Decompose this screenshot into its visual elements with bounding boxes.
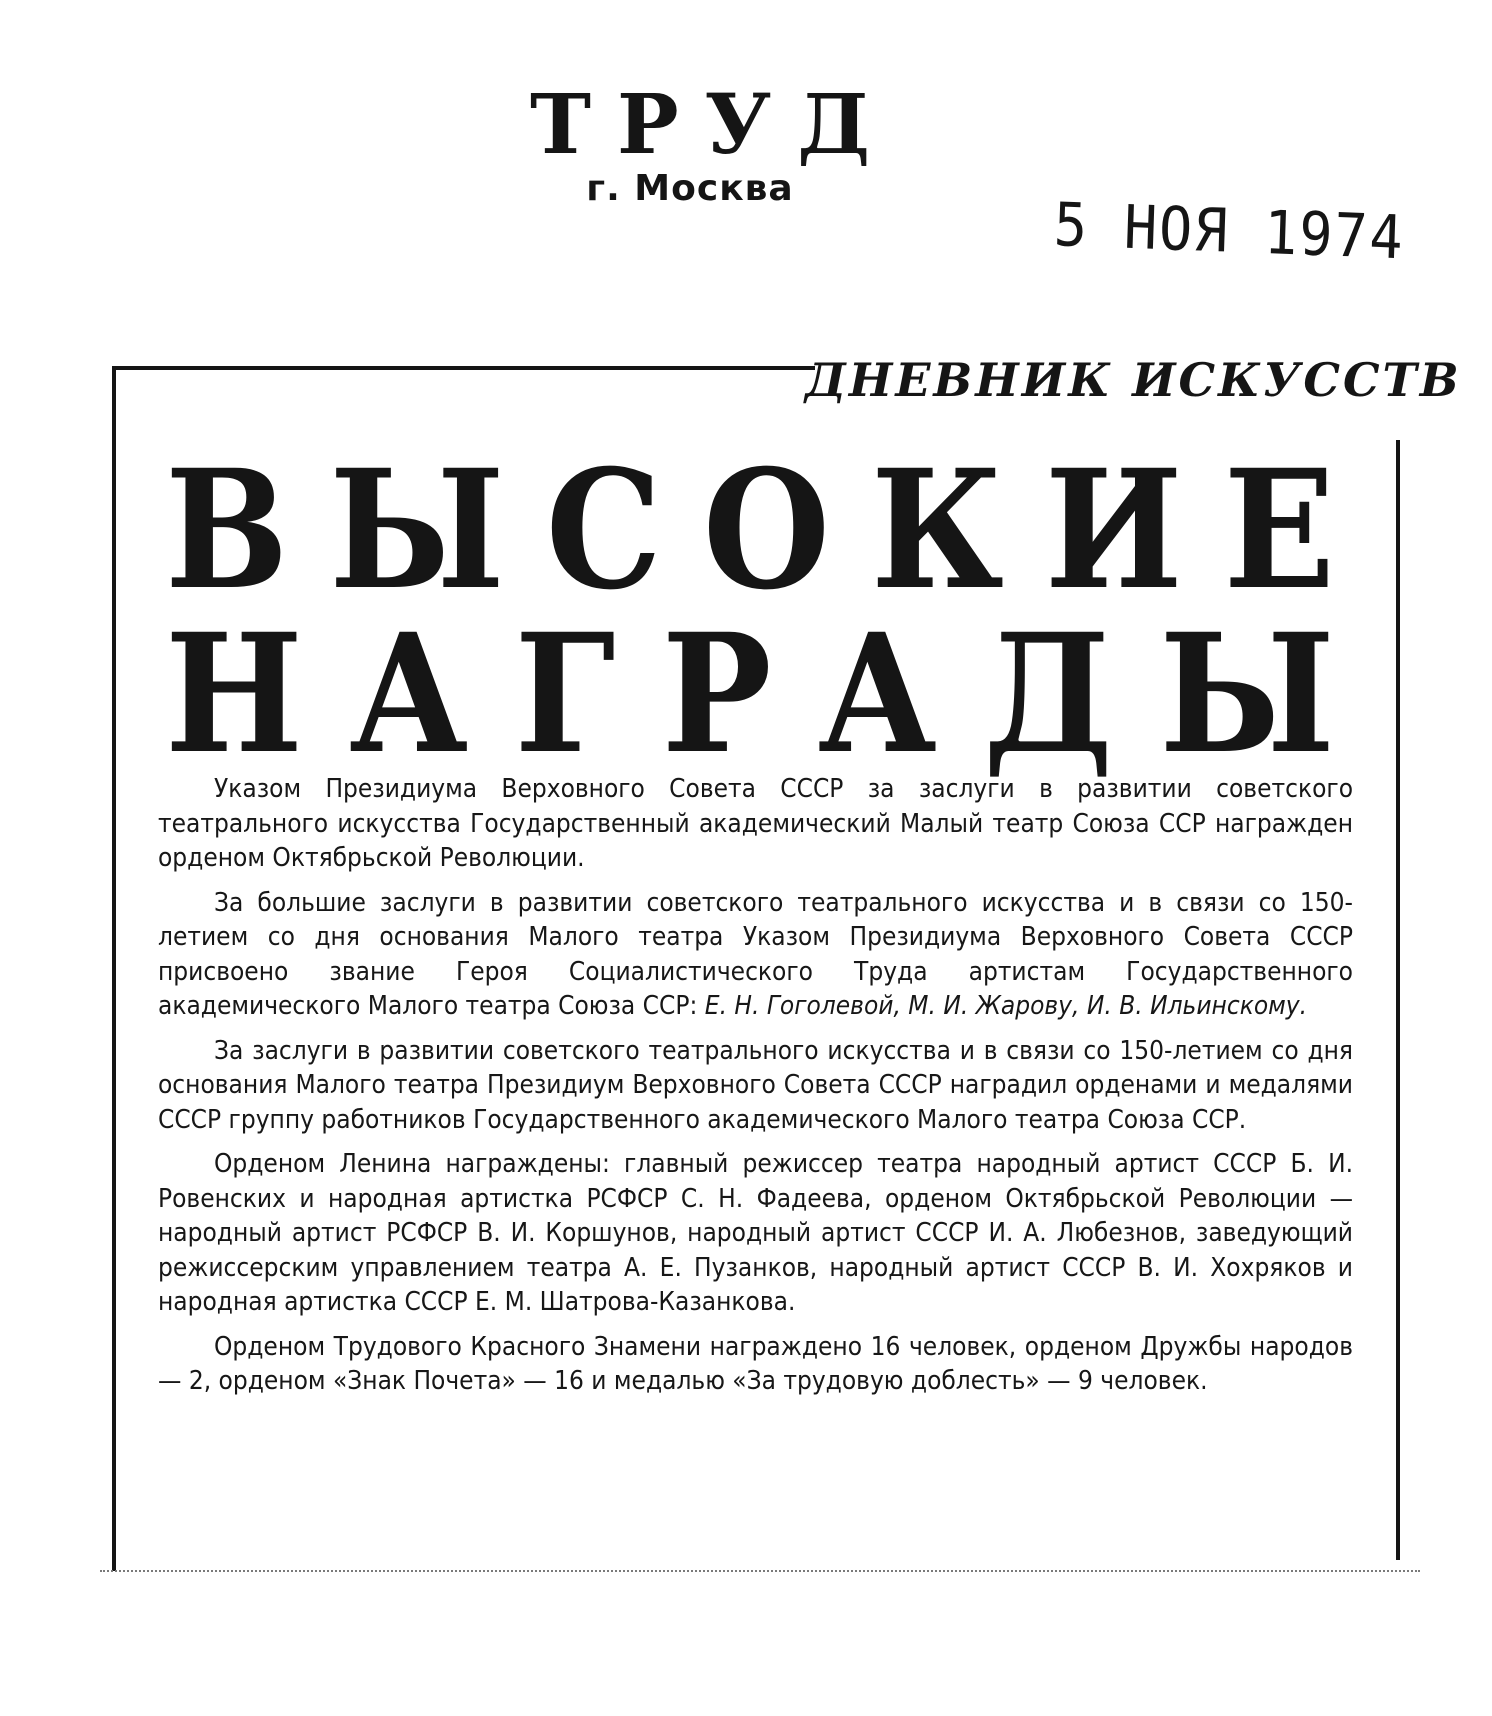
headline-letter: О xyxy=(702,434,831,627)
headline-letter: С xyxy=(545,434,662,627)
headline-letter: А xyxy=(349,598,469,791)
frame-left-rule xyxy=(112,366,116,1571)
section-rubric: ДНЕВНИК ИСКУССТВ xyxy=(805,353,1462,407)
headline-line-2 xyxy=(165,598,1335,791)
headline-letter: В xyxy=(165,434,289,627)
headline-letter: Р xyxy=(661,598,772,791)
headline-letter: Е xyxy=(1223,434,1335,627)
newspaper-masthead xyxy=(520,77,897,210)
headline-line-1 xyxy=(165,434,1335,627)
awardee-names: Е. Н. Гоголевой, М. И. Жарову, И. В. Ильинскому. xyxy=(704,991,1308,1021)
article-paragraph xyxy=(158,886,1353,1024)
headline-letter: Г xyxy=(514,598,616,791)
headline-letter: Ы xyxy=(329,434,505,627)
date-stamp: 5 НОЯ 1974 xyxy=(1052,190,1406,274)
article-paragraph: Орденом Трудового Красного Знамени награждено 16 человек, орденом Дружбы народов — 2, орденом «Знак Почета» — 16 и медалью «За трудовую доблесть» — 9 человек. xyxy=(158,1331,1353,1396)
headline-letter: Д xyxy=(983,598,1114,791)
newspaper-city: г. Москва xyxy=(586,168,794,209)
headline-letter: К xyxy=(871,434,1004,627)
article-paragraph: За заслуги в развитии советского театрального искусства и в связи со 150-летием со дня основания Малого театра Президиум Верховного Совета СССР наградил орденами и медалями СССР группу работников Государственного академического Малого театра Союза ССР. xyxy=(158,1035,1353,1135)
headline-letter: А xyxy=(817,598,937,791)
frame-right-rule xyxy=(1396,440,1400,1560)
frame-top-rule xyxy=(115,366,815,370)
article-text: За большие заслуги в развитии советского театрального искусства и в связи со 150-летием со дня основания Малого театра Указом Президиума Верховного Совета СССР присвоено звание Героя Социалистического Труда артистам Государственного академического Малого театра Союза ССР: xyxy=(158,887,1353,1021)
headline-letter: И xyxy=(1044,434,1183,627)
article-paragraph: Указом Президиума Верховного Совета СССР за заслуги в развитии советского театрального искусства Государственный академический Малый театр Союза ССР награжден орденом Октябрьской Революции. xyxy=(158,774,1353,873)
frame-bottom-rule xyxy=(100,1570,1420,1572)
headline-letter: Н xyxy=(165,598,303,791)
headline-letter: Ы xyxy=(1159,598,1335,791)
article-paragraph: Орденом Ленина награждены: главный режиссер театра народный артист СССР Б. И. Ровенских и народная артистка РСФСР С. Н. Фадеева, орденом Октябрьской Революции — народный артист РСФСР В. И. Коршунов, народный артист СССР И. А. Любезнов, заведующий режиссерским управлением театра А. Е. Пузанков, народный артист СССР В. И. Хохряков и народная артистка СССР Е. М. Шатрова-Казанкова. xyxy=(158,1149,1353,1317)
newspaper-name: ТРУД xyxy=(530,77,897,173)
article-body xyxy=(158,772,1353,1409)
